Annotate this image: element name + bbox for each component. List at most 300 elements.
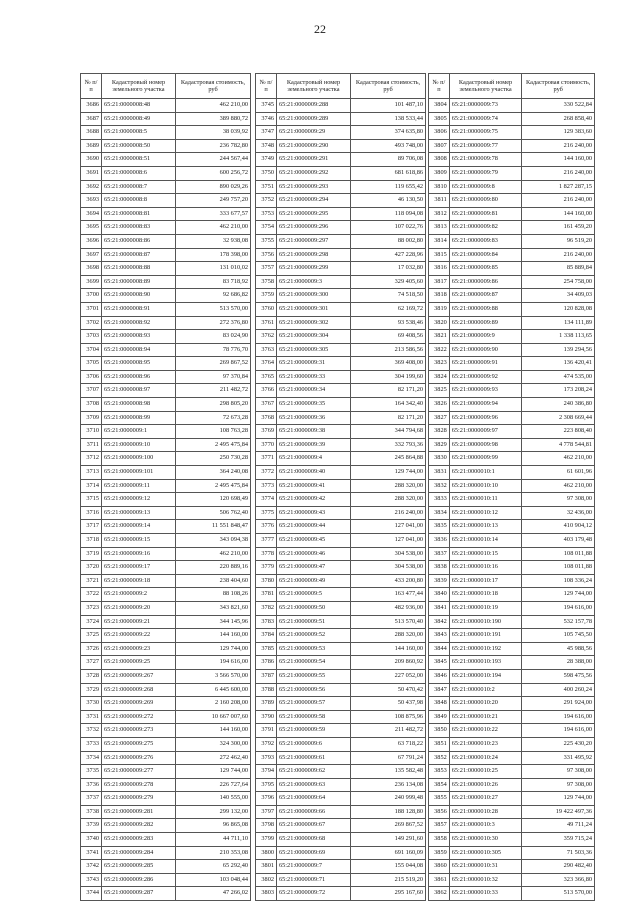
table-row	[256, 493, 426, 507]
cadastral-cost: 72 673,28	[176, 411, 251, 425]
page-number: 22	[314, 22, 326, 36]
cadastral-cost: 272 462,40	[176, 751, 251, 765]
table-row	[256, 669, 426, 683]
row-number: 3755	[256, 234, 277, 248]
table-row	[429, 452, 595, 466]
cadastral-number: 65:21:0000009:291	[277, 153, 351, 167]
cadastral-cost: 49 711,24	[522, 819, 595, 833]
row-number: 3809	[429, 166, 450, 180]
cadastral-number: 65:21:0000010:13	[449, 520, 522, 534]
cadastral-number: 65:21:0000008:5	[102, 126, 176, 140]
cadastral-cost: 129 744,00	[351, 466, 426, 480]
cadastral-cost: 598 475,56	[522, 669, 595, 683]
table-row	[81, 697, 251, 711]
cadastral-cost: 119 655,42	[351, 180, 426, 194]
cadastral-cost: 164 342,40	[351, 398, 426, 412]
cadastral-cost: 140 555,00	[176, 792, 251, 806]
cadastral-cost: 97 308,00	[522, 493, 595, 507]
table-row	[429, 302, 595, 316]
row-number: 3792	[256, 737, 277, 751]
cadastral-cost: 17 032,80	[351, 262, 426, 276]
header-cadastral-cost: Кадастровая стоимость, руб	[522, 74, 595, 99]
cadastral-cost: 333 677,57	[176, 207, 251, 221]
row-number: 3719	[81, 547, 102, 561]
table-row	[429, 805, 595, 819]
cadastral-number: 65:21:0000009:54	[277, 656, 351, 670]
table-row	[429, 833, 595, 847]
table-row	[429, 411, 595, 425]
table-row	[429, 466, 595, 480]
cadastral-number: 65:21:0000009:290	[277, 139, 351, 153]
table-row	[81, 302, 251, 316]
cadastral-cost: 389 880,72	[176, 112, 251, 126]
row-number: 3701	[81, 302, 102, 316]
row-number: 3700	[81, 289, 102, 303]
cadastral-cost: 359 715,24	[522, 833, 595, 847]
cadastral-number: 65:21:0000008:90	[102, 289, 176, 303]
table-row	[81, 547, 251, 561]
cadastral-number: 65:21:0000008:98	[102, 398, 176, 412]
cadastral-register	[80, 73, 595, 897]
row-number: 3708	[81, 398, 102, 412]
table-row	[429, 615, 595, 629]
table-row	[256, 697, 426, 711]
row-number: 3761	[256, 316, 277, 330]
cadastral-cost: 50 437,98	[351, 697, 426, 711]
row-number: 3821	[429, 330, 450, 344]
cadastral-number: 65:21:0000009:64	[277, 792, 351, 806]
table-row	[256, 601, 426, 615]
cadastral-cost: 343 821,60	[176, 601, 251, 615]
row-number: 3726	[81, 642, 102, 656]
cadastral-number: 65:21:0000010:305	[449, 846, 522, 860]
table-row	[429, 289, 595, 303]
cadastral-cost: 493 748,00	[351, 139, 426, 153]
cadastral-number: 65:21:0000010:3	[449, 819, 522, 833]
row-number: 3749	[256, 153, 277, 167]
cadastral-number: 65:21:0000009:36	[277, 411, 351, 425]
cadastral-cost: 97 308,00	[522, 765, 595, 779]
row-number: 3845	[429, 656, 450, 670]
cadastral-cost: 74 518,50	[351, 289, 426, 303]
register-table-3	[428, 73, 595, 901]
cadastral-number: 65:21:0000010:18	[449, 588, 522, 602]
cadastral-cost: 462 210,00	[522, 452, 595, 466]
row-number: 3836	[429, 534, 450, 548]
table-row	[81, 479, 251, 493]
cadastral-cost: 268 858,40	[522, 112, 595, 126]
table-row	[256, 275, 426, 289]
cadastral-number: 65:21:0000010:194	[449, 669, 522, 683]
cadastral-cost: 272 376,80	[176, 316, 251, 330]
header-number: № п/п	[429, 74, 450, 99]
cadastral-cost: 194 616,00	[522, 710, 595, 724]
cadastral-cost: 161 459,20	[522, 221, 595, 235]
table-row	[429, 765, 595, 779]
table-row	[81, 615, 251, 629]
cadastral-cost: 61 601,96	[522, 466, 595, 480]
cadastral-cost: 288 320,00	[351, 479, 426, 493]
table-row	[81, 860, 251, 874]
table-row	[256, 452, 426, 466]
cadastral-cost: 681 618,86	[351, 166, 426, 180]
table-row	[429, 262, 595, 276]
cadastral-number: 65:21:0000009:53	[277, 642, 351, 656]
cadastral-cost: 88 108,26	[176, 588, 251, 602]
cadastral-number: 65:21:0000010:1	[449, 466, 522, 480]
cadastral-number: 65:21:0000010:24	[449, 751, 522, 765]
row-number: 3817	[429, 275, 450, 289]
cadastral-number: 65:21:0000009:58	[277, 710, 351, 724]
cadastral-cost: 331 495,92	[522, 751, 595, 765]
cadastral-number: 65:21:0000009:273	[102, 724, 176, 738]
row-number: 3851	[429, 737, 450, 751]
cadastral-number: 65:21:0000008:94	[102, 343, 176, 357]
table-row	[81, 778, 251, 792]
cadastral-number: 65:21:0000009:92	[449, 370, 522, 384]
table-row	[81, 221, 251, 235]
cadastral-cost: 249 757,20	[176, 194, 251, 208]
table-row	[256, 765, 426, 779]
table-row	[429, 180, 595, 194]
cadastral-number: 65:21:0000009:25	[102, 656, 176, 670]
cadastral-number: 65:21:0000009:88	[449, 302, 522, 316]
table-row	[256, 248, 426, 262]
cadastral-number: 65:21:0000010:193	[449, 656, 522, 670]
cadastral-cost: 129 744,00	[522, 792, 595, 806]
row-number: 3730	[81, 697, 102, 711]
cadastral-number: 65:21:0000009:50	[277, 601, 351, 615]
cadastral-cost: 96 519,20	[522, 234, 595, 248]
table-row	[429, 846, 595, 860]
row-number: 3742	[81, 860, 102, 874]
table-row	[429, 642, 595, 656]
cadastral-number: 65:21:0000009:302	[277, 316, 351, 330]
table-row	[81, 765, 251, 779]
table-row	[81, 669, 251, 683]
cadastral-cost: 144 160,00	[522, 153, 595, 167]
table-row	[81, 343, 251, 357]
row-number: 3762	[256, 330, 277, 344]
table-row	[81, 724, 251, 738]
cadastral-cost: 45 988,56	[522, 642, 595, 656]
row-number: 3790	[256, 710, 277, 724]
cadastral-cost: 96 865,08	[176, 819, 251, 833]
cadastral-cost: 83 718,92	[176, 275, 251, 289]
cadastral-number: 65:21:0000008:89	[102, 275, 176, 289]
table-row	[429, 248, 595, 262]
cadastral-number: 65:21:0000009:298	[277, 248, 351, 262]
table-row	[429, 669, 595, 683]
row-number: 3839	[429, 574, 450, 588]
row-number: 3805	[429, 112, 450, 126]
cadastral-number: 65:21:0000009:45	[277, 534, 351, 548]
row-number: 3735	[81, 765, 102, 779]
row-number: 3715	[81, 493, 102, 507]
table-row	[81, 887, 251, 901]
table-row	[256, 166, 426, 180]
cadastral-cost: 298 805,20	[176, 398, 251, 412]
cadastral-cost: 194 616,00	[176, 656, 251, 670]
cadastral-cost: 462 210,00	[522, 479, 595, 493]
table-row	[256, 887, 426, 901]
row-number: 3722	[81, 588, 102, 602]
table-row	[81, 425, 251, 439]
cadastral-number: 65:21:0000010:27	[449, 792, 522, 806]
cadastral-cost: 216 240,00	[351, 506, 426, 520]
table-row	[256, 574, 426, 588]
cadastral-number: 65:21:0000009:276	[102, 751, 176, 765]
row-number: 3739	[81, 819, 102, 833]
cadastral-number: 65:21:0000009:18	[102, 574, 176, 588]
cadastral-number: 65:21:0000009:288	[277, 99, 351, 113]
row-number: 3741	[81, 846, 102, 860]
cadastral-number: 65:21:0000010:15	[449, 547, 522, 561]
cadastral-number: 65:21:0000009:283	[102, 833, 176, 847]
cadastral-number: 65:21:0000009:73	[449, 99, 522, 113]
cadastral-number: 65:21:0000009:16	[102, 547, 176, 561]
row-number: 3794	[256, 765, 277, 779]
table-row	[81, 574, 251, 588]
cadastral-number: 65:21:0000009:75	[449, 126, 522, 140]
table-row	[81, 506, 251, 520]
row-number: 3802	[256, 873, 277, 887]
row-number: 3856	[429, 805, 450, 819]
cadastral-cost: 65 292,40	[176, 860, 251, 874]
cadastral-cost: 400 260,24	[522, 683, 595, 697]
table-row	[256, 846, 426, 860]
table-row	[81, 452, 251, 466]
cadastral-cost: 178 398,00	[176, 248, 251, 262]
cadastral-cost: 19 422 497,36	[522, 805, 595, 819]
row-number: 3822	[429, 343, 450, 357]
cadastral-cost: 291 924,00	[522, 697, 595, 711]
cadastral-number: 65:21:0000009:269	[102, 697, 176, 711]
row-number: 3765	[256, 370, 277, 384]
row-number: 3717	[81, 520, 102, 534]
cadastral-cost: 103 048,44	[176, 873, 251, 887]
table-row	[256, 194, 426, 208]
row-number: 3782	[256, 601, 277, 615]
cadastral-number: 65:21:0000009:289	[277, 112, 351, 126]
cadastral-cost: 120 828,08	[522, 302, 595, 316]
row-number: 3849	[429, 710, 450, 724]
cadastral-number: 65:21:0000009:94	[449, 398, 522, 412]
cadastral-cost: 211 482,72	[176, 384, 251, 398]
table-row	[81, 656, 251, 670]
table-row	[429, 751, 595, 765]
table-row	[429, 588, 595, 602]
cadastral-number: 65:21:0000009:98	[449, 438, 522, 452]
row-number: 3841	[429, 601, 450, 615]
cadastral-number: 65:21:0000009:80	[449, 194, 522, 208]
table-row	[81, 493, 251, 507]
cadastral-number: 65:21:0000009:87	[449, 289, 522, 303]
cadastral-number: 65:21:0000009:55	[277, 669, 351, 683]
cadastral-number: 65:21:0000009:61	[277, 751, 351, 765]
cadastral-number: 65:21:0000009:59	[277, 724, 351, 738]
cadastral-number: 65:21:0000009:294	[277, 194, 351, 208]
cadastral-cost: 474 535,00	[522, 370, 595, 384]
cadastral-number: 65:21:0000008:49	[102, 112, 176, 126]
cadastral-cost: 238 404,60	[176, 574, 251, 588]
cadastral-number: 65:21:0000009:89	[449, 316, 522, 330]
cadastral-cost: 244 567,44	[176, 153, 251, 167]
table-row	[429, 275, 595, 289]
row-number: 3764	[256, 357, 277, 371]
row-number: 3860	[429, 860, 450, 874]
cadastral-number: 65:21:0000009:97	[449, 425, 522, 439]
table-row	[81, 180, 251, 194]
row-number: 3781	[256, 588, 277, 602]
table-row	[256, 99, 426, 113]
cadastral-number: 65:21:0000009:278	[102, 778, 176, 792]
row-number: 3694	[81, 207, 102, 221]
cadastral-number: 65:21:0000009:39	[277, 438, 351, 452]
table-row	[429, 370, 595, 384]
cadastral-cost: 127 041,00	[351, 534, 426, 548]
cadastral-number: 65:21:0000008:95	[102, 357, 176, 371]
cadastral-number: 65:21:0000008:8	[102, 194, 176, 208]
cadastral-cost: 129 383,60	[522, 126, 595, 140]
cadastral-cost: 135 582,48	[351, 765, 426, 779]
row-number: 3747	[256, 126, 277, 140]
row-number: 3827	[429, 411, 450, 425]
cadastral-number: 65:21:0000009:297	[277, 234, 351, 248]
cadastral-cost: 46 130,50	[351, 194, 426, 208]
cadastral-number: 65:21:0000009:8	[449, 180, 522, 194]
cadastral-cost: 108 011,88	[522, 561, 595, 575]
table-row	[429, 384, 595, 398]
row-number: 3723	[81, 601, 102, 615]
cadastral-cost: 4 778 544,81	[522, 438, 595, 452]
row-number: 3798	[256, 819, 277, 833]
row-number: 3712	[81, 452, 102, 466]
cadastral-number: 65:21:0000009:31	[277, 357, 351, 371]
row-number: 3788	[256, 683, 277, 697]
row-number: 3823	[429, 357, 450, 371]
cadastral-number: 65:21:0000009:46	[277, 547, 351, 561]
cadastral-cost: 299 132,00	[176, 805, 251, 819]
cadastral-number: 65:21:0000010:31	[449, 860, 522, 874]
table-row	[429, 330, 595, 344]
table-row	[256, 207, 426, 221]
table-row	[256, 262, 426, 276]
table-row	[81, 466, 251, 480]
cadastral-cost: 269 867,52	[176, 357, 251, 371]
row-number: 3721	[81, 574, 102, 588]
row-number: 3732	[81, 724, 102, 738]
row-number: 3850	[429, 724, 450, 738]
table-row	[429, 493, 595, 507]
cadastral-number: 65:21:0000009:15	[102, 534, 176, 548]
header-cadastral-number: Кадастровый номер земельного участка	[449, 74, 522, 99]
cadastral-number: 65:21:0000010:23	[449, 737, 522, 751]
row-number: 3720	[81, 561, 102, 575]
cadastral-cost: 173 208,24	[522, 384, 595, 398]
cadastral-cost: 120 698,49	[176, 493, 251, 507]
cadastral-cost: 149 291,60	[351, 833, 426, 847]
table-row	[81, 384, 251, 398]
table-row	[429, 724, 595, 738]
cadastral-cost: 163 477,44	[351, 588, 426, 602]
cadastral-cost: 462 210,00	[176, 99, 251, 113]
table-row	[429, 683, 595, 697]
table-row	[256, 139, 426, 153]
cadastral-number: 65:21:0000009:57	[277, 697, 351, 711]
cadastral-number: 65:21:0000009:293	[277, 180, 351, 194]
table-row	[429, 99, 595, 113]
table-row	[429, 112, 595, 126]
cadastral-number: 65:21:0000009:68	[277, 833, 351, 847]
cadastral-number: 65:21:0000008:92	[102, 316, 176, 330]
table-row	[256, 112, 426, 126]
table-row	[81, 873, 251, 887]
cadastral-cost: 50 470,42	[351, 683, 426, 697]
table-row	[81, 398, 251, 412]
cadastral-number: 65:21:0000008:97	[102, 384, 176, 398]
header-cadastral-cost: Кадастровая стоимость, руб	[351, 74, 426, 99]
table-row	[256, 710, 426, 724]
row-number: 3854	[429, 778, 450, 792]
cadastral-number: 65:21:0000009:304	[277, 330, 351, 344]
cadastral-cost: 290 482,40	[522, 860, 595, 874]
cadastral-number: 65:21:0000009:285	[102, 860, 176, 874]
cadastral-cost: 108 875,96	[351, 710, 426, 724]
row-number: 3731	[81, 710, 102, 724]
cadastral-number: 65:21:0000008:50	[102, 139, 176, 153]
row-number: 3780	[256, 574, 277, 588]
cadastral-cost: 227 052,00	[351, 669, 426, 683]
cadastral-cost: 254 758,00	[522, 275, 595, 289]
cadastral-number: 65:21:0000010:17	[449, 574, 522, 588]
table-row	[429, 819, 595, 833]
cadastral-number: 65:21:0000009:21	[102, 615, 176, 629]
cadastral-number: 65:21:0000009:277	[102, 765, 176, 779]
cadastral-number: 65:21:0000008:93	[102, 330, 176, 344]
table-row	[429, 697, 595, 711]
header-cadastral-number: Кадастровый номер земельного участка	[102, 74, 176, 99]
row-number: 3831	[429, 466, 450, 480]
cadastral-number: 65:21:0000009:281	[102, 805, 176, 819]
cadastral-number: 65:21:0000010:21	[449, 710, 522, 724]
table-row	[81, 601, 251, 615]
table-row	[256, 819, 426, 833]
cadastral-cost: 245 864,88	[351, 452, 426, 466]
table-row	[256, 126, 426, 140]
row-number: 3785	[256, 642, 277, 656]
cadastral-number: 65:21:0000010:30	[449, 833, 522, 847]
row-number: 3727	[81, 656, 102, 670]
row-number: 3763	[256, 343, 277, 357]
table-row	[256, 724, 426, 738]
table-row	[429, 506, 595, 520]
cadastral-number: 65:21:0000009:44	[277, 520, 351, 534]
table-row	[81, 710, 251, 724]
cadastral-number: 65:21:0000009:272	[102, 710, 176, 724]
table-row	[81, 112, 251, 126]
cadastral-cost: 2 495 475,84	[176, 438, 251, 452]
table-row	[81, 262, 251, 276]
row-number: 3773	[256, 479, 277, 493]
row-number: 3829	[429, 438, 450, 452]
cadastral-number: 65:21:0000009:300	[277, 289, 351, 303]
row-number: 3847	[429, 683, 450, 697]
cadastral-cost: 600 256,72	[176, 166, 251, 180]
cadastral-number: 65:21:0000008:91	[102, 302, 176, 316]
table-row	[81, 629, 251, 643]
cadastral-cost: 225 430,20	[522, 737, 595, 751]
